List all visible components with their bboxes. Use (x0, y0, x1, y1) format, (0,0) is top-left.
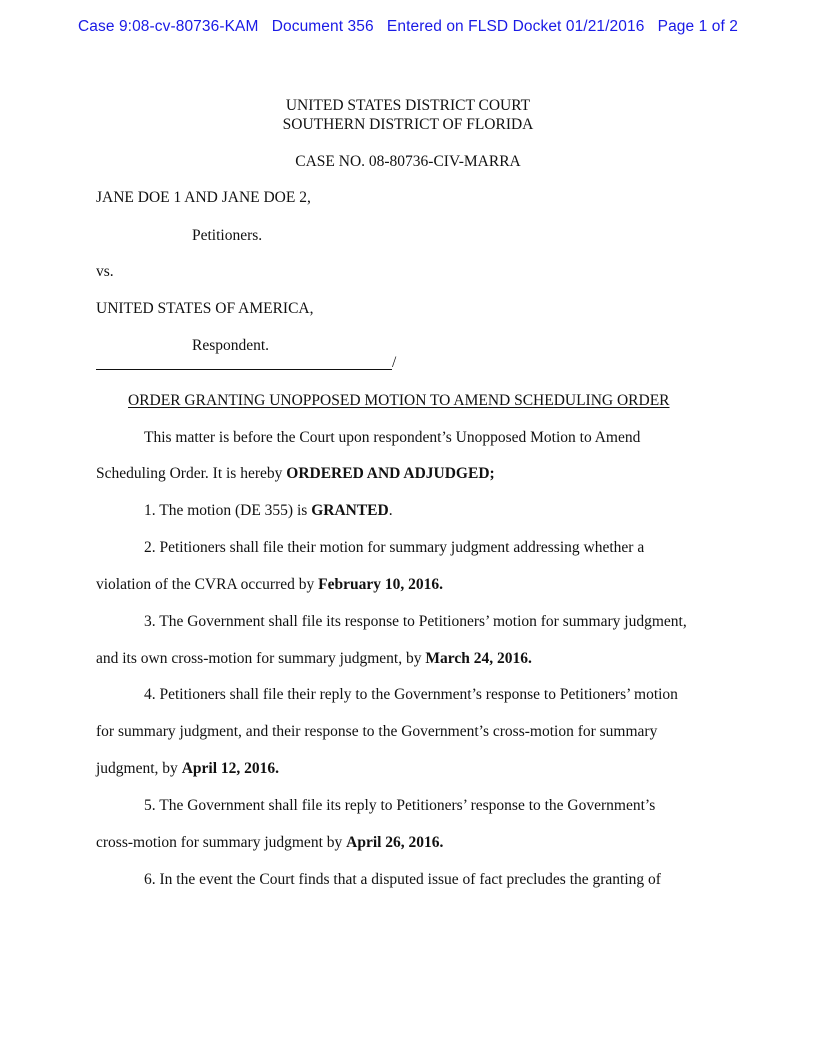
item-4-line-1: 4. Petitioners shall file their reply to the Government’s response to Petitioners’ motion (144, 686, 678, 703)
respondent-name: UNITED STATES OF AMERICA, (96, 300, 314, 317)
deadline-date: April 12, 2016. (181, 760, 279, 777)
granted-text: GRANTED (311, 502, 389, 519)
item-2-line-1: 2. Petitioners shall file their motion for summary judgment addressing whether a (144, 539, 645, 556)
docket-stamp: Case 9:08-cv-80736-KAM Document 356 Entered on FLSD Docket 01/21/2016 Page 1 of 2 (77, 18, 739, 35)
deadline-date: April 26, 2016. (346, 834, 444, 851)
court-name: UNITED STATES DISTRICT COURT (285, 97, 531, 114)
item-3-line-2: and its own cross-motion for summary judgment, by March 24, 2016. (96, 650, 532, 667)
petitioners-role: Petitioners. (192, 227, 263, 244)
item-4-line-2: for summary judgment, and their response to the Government’s cross-motion for summary (96, 723, 658, 740)
item-4-line-3: judgment, by April 12, 2016. (96, 760, 279, 777)
item-3-line-1: 3. The Government shall file its response to Petitioners’ motion for summary judgment, (144, 613, 687, 630)
versus: vs. (96, 263, 114, 280)
order-title: ORDER GRANTING UNOPPOSED MOTION TO AMEND SCHEDULING ORDER (128, 392, 670, 409)
caption-rule (96, 369, 392, 370)
case-number: CASE NO. 08-80736-CIV-MARRA (295, 153, 521, 170)
ordered-adjudged: ORDERED AND ADJUDGED; (286, 465, 495, 482)
item-1: 1. The motion (DE 355) is GRANTED. (144, 502, 393, 519)
petitioners-name: JANE DOE 1 AND JANE DOE 2, (96, 189, 311, 206)
caption-slash: / (392, 354, 397, 371)
intro-line-1: This matter is before the Court upon respondent’s Unopposed Motion to Amend (144, 429, 641, 446)
item-5-line-2: cross-motion for summary judgment by April 26, 2016. (96, 834, 444, 851)
respondent-role: Respondent. (192, 337, 270, 354)
item-5-line-1: 5. The Government shall file its reply to Petitioners’ response to the Government’s (144, 797, 656, 814)
item-6-line-1: 6. In the event the Court finds that a disputed issue of fact precludes the granting of (144, 871, 661, 888)
item-2-line-2: violation of the CVRA occurred by February 10, 2016. (96, 576, 443, 593)
deadline-date: March 24, 2016. (425, 650, 532, 667)
court-district: SOUTHERN DISTRICT OF FLORIDA (282, 116, 534, 133)
deadline-date: February 10, 2016. (318, 576, 443, 593)
intro-line-2: Scheduling Order. It is hereby ORDERED AND ADJUDGED; (96, 465, 495, 482)
